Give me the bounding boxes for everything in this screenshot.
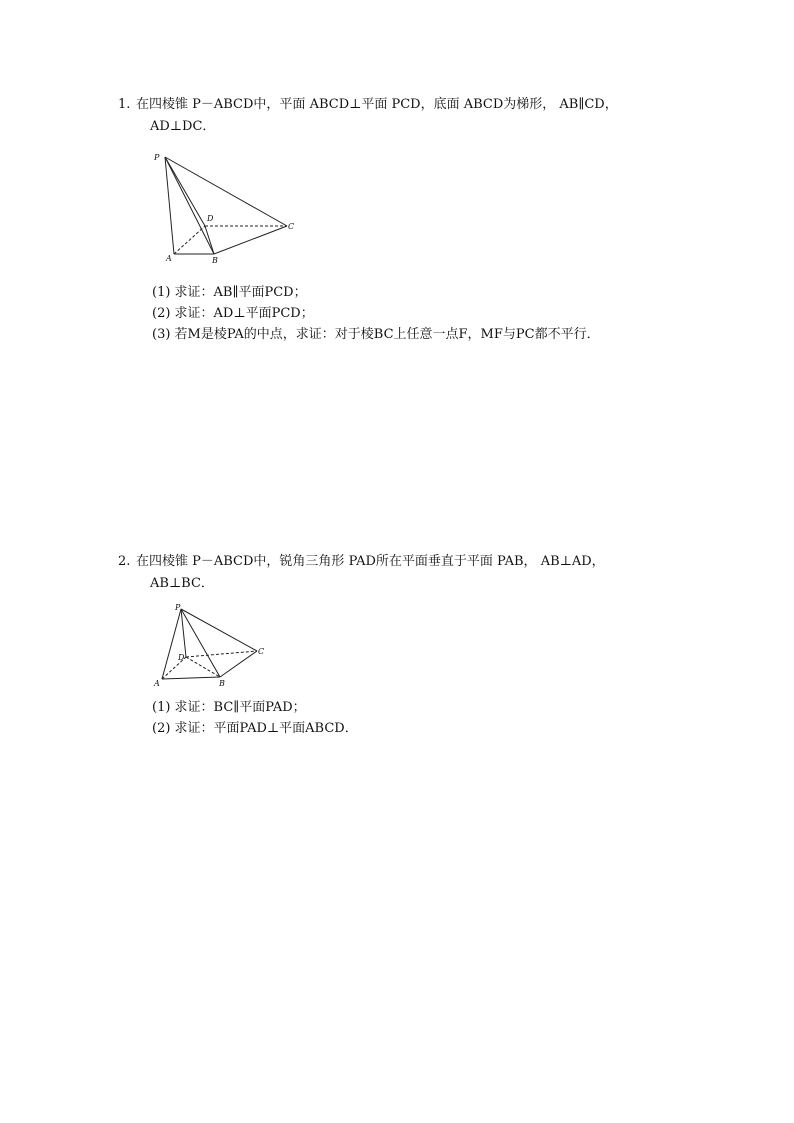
edge-AB xyxy=(162,677,220,679)
pyramid-figure-2 xyxy=(150,600,280,692)
edge-AD-hidden xyxy=(174,226,205,254)
problem-2-parts xyxy=(152,697,732,739)
problem-stem-line1: 在四棱锥 P－ABCD中，锐角三角形 PAD所在平面垂直于平面 PAB， AB⊥AD， xyxy=(136,554,605,569)
label-C: C xyxy=(258,647,265,656)
problem-2 xyxy=(118,551,718,595)
problem-1-parts xyxy=(152,282,732,345)
edge-PC xyxy=(181,609,257,651)
edge-BD xyxy=(205,226,214,254)
label-A: A xyxy=(166,254,172,263)
part-3: (3) 若M是棱PA的中点，求证：对于棱BC上任意一点F，MF与PC都不平行． xyxy=(152,327,600,342)
part-2: (2) 求证：AD⊥平面PCD； xyxy=(152,306,314,321)
label-P: P xyxy=(154,153,160,162)
part-1: (1) 求证：AB∥平面PCD； xyxy=(152,285,307,300)
part-2: (2) 求证：平面PAD⊥平面ABCD． xyxy=(152,721,358,736)
edge-DC-hidden xyxy=(186,651,257,657)
part-1: (1) 求证：BC∥平面PAD； xyxy=(152,700,306,715)
problem-stem-line2: AD⊥DC． xyxy=(150,119,216,134)
edge-DB-hidden xyxy=(186,657,220,677)
label-C: C xyxy=(288,222,295,231)
label-P: P xyxy=(175,603,181,612)
edge-BC xyxy=(214,226,287,254)
edge-PB xyxy=(181,609,220,677)
problem-1 xyxy=(118,94,718,138)
label-B: B xyxy=(219,679,225,688)
label-D: D xyxy=(207,214,214,223)
problem-stem-line1: 在四棱锥 P－ABCD中，平面 ABCD⊥平面 PCD，底面 ABCD为梯形， AB∥CD， xyxy=(136,97,618,112)
edge-PD xyxy=(165,157,205,226)
label-B: B xyxy=(212,256,218,265)
pyramid-figure-1 xyxy=(148,150,308,265)
edge-PA xyxy=(162,609,181,679)
problem-stem-line2: AB⊥BC． xyxy=(150,576,214,591)
edge-BC xyxy=(220,651,257,677)
label-A: A xyxy=(154,679,160,688)
edge-PC xyxy=(165,157,287,226)
problem-number: 1. xyxy=(118,97,131,112)
problem-number: 2. xyxy=(118,554,131,569)
label-D: D xyxy=(178,653,185,662)
